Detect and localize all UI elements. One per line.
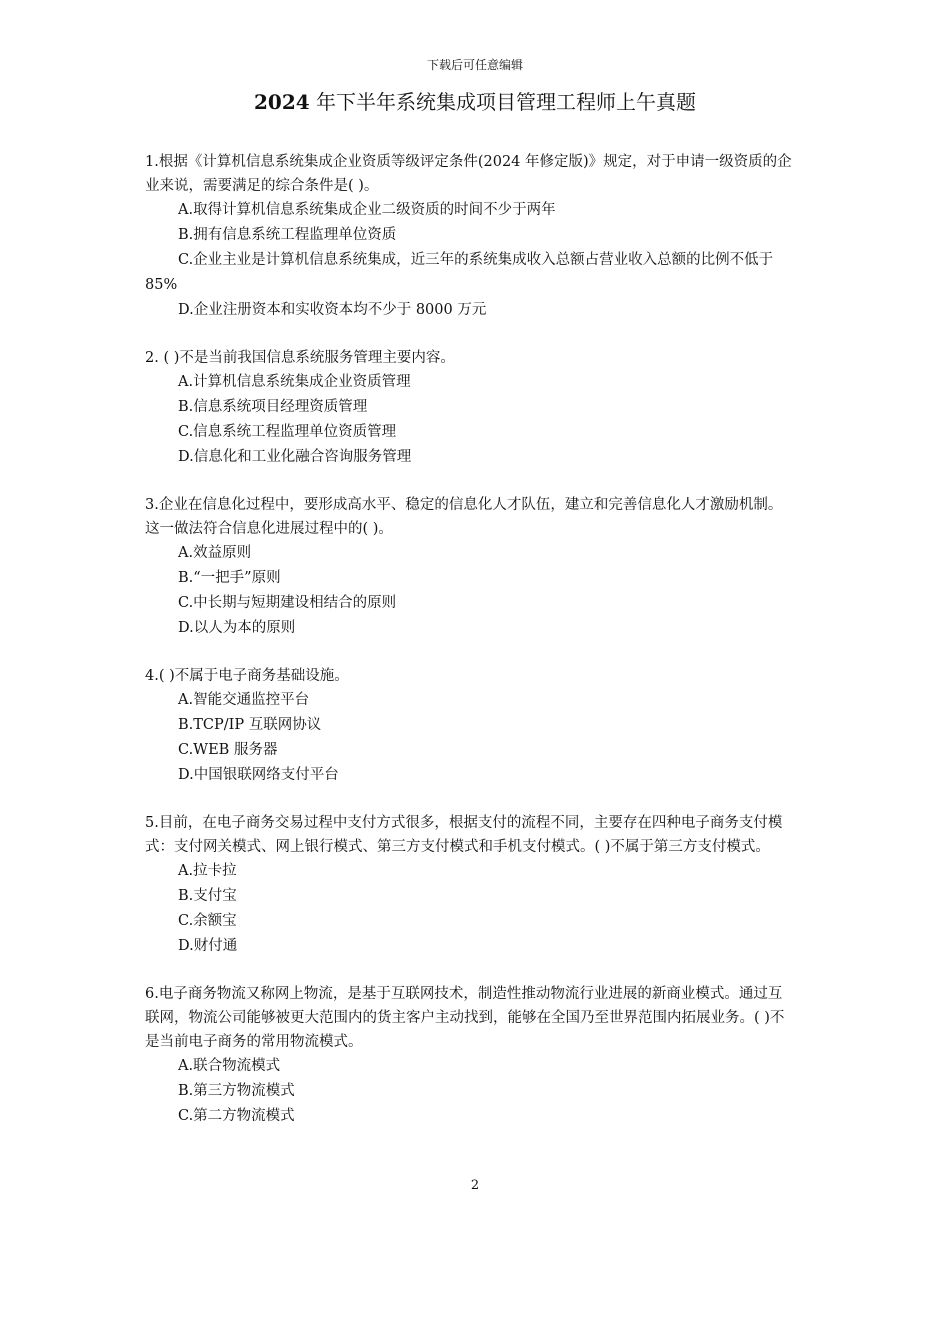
option-b: B.TCP/IP 互联网协议: [178, 717, 322, 733]
question-stem: 6.电子商务物流又称网上物流，是基于互联网技术，制造性推动物流行业进展的新商业模式。通过互联网，物流公司能够被更大范围内的货主客户主动找到，能够在全国乃至世界范围内拓展业务。( )不是当前电子商务的常用物流模式。: [145, 986, 785, 1050]
question-stem: 5.目前，在电子商务交易过程中支付方式很多，根据支付的流程不同，主要存在四种电子商务支付模式：支付网关模式、网上银行模式、第三方支付模式和手机支付模式。( )不属于第三方支付模式。: [145, 815, 783, 855]
option-d: D.财付通: [178, 938, 238, 954]
option-b: B.信息系统项目经理资质管理: [178, 399, 368, 415]
option-c: C.企业主业是计算机信息系统集成，近三年的系统集成收入总额占营业收入总额的比例不低于 85%: [145, 252, 774, 293]
question-6: [145, 982, 795, 1129]
question-stem: 3.企业在信息化过程中，要形成高水平、稳定的信息化人才队伍，建立和完善信息化人才激励机制。这一做法符合信息化进展过程中的( )。: [145, 497, 783, 537]
option-a: A.取得计算机信息系统集成企业二级资质的时间不少于两年: [178, 202, 556, 218]
option-a: A.智能交通监控平台: [178, 692, 310, 708]
question-1: [145, 150, 795, 323]
document-title: [0, 88, 950, 116]
option-c: C.中长期与短期建设相结合的原则: [178, 595, 397, 611]
question-stem: 2. ( )不是当前我国信息系统服务管理主要内容。: [145, 350, 455, 366]
option-c: C.余额宝: [178, 913, 237, 929]
option-b: B.拥有信息系统工程监理单位资质: [178, 227, 397, 243]
option-b: B.支付宝: [178, 888, 237, 904]
question-3: [145, 493, 795, 641]
title-text: 年下半年系统集成项目管理工程师上午真题: [309, 90, 697, 114]
option-a: A.计算机信息系统集成企业资质管理: [178, 374, 411, 390]
option-c: C.信息系统工程监理单位资质管理: [178, 424, 397, 440]
option-b: B.第三方物流模式: [178, 1083, 295, 1099]
question-2: [145, 346, 795, 470]
option-d: D.信息化和工业化融合咨询服务管理: [178, 449, 412, 465]
option-d: D.企业注册资本和实收资本均不少于 8000 万元: [178, 302, 487, 318]
option-b: B.“一把手”原则: [178, 570, 281, 586]
page-number: 2: [470, 1178, 480, 1193]
option-c: C.WEB 服务器: [178, 742, 278, 758]
question-4: [145, 664, 795, 788]
option-d: D.以人为本的原则: [178, 620, 296, 636]
header-note: 下载后可任意编辑: [426, 58, 523, 72]
option-a: A.拉卡拉: [178, 863, 237, 879]
title-year: 2024: [253, 90, 310, 114]
question-list: [145, 150, 795, 1152]
option-c: C.第二方物流模式: [178, 1108, 295, 1124]
question-stem: 4.( )不属于电子商务基础设施。: [145, 668, 349, 684]
option-a: A.效益原则: [178, 545, 252, 561]
question-stem: 1.根据《计算机信息系统集成企业资质等级评定条件(2024 年修定版)》规定，对于申请一级资质的企业来说，需要满足的综合条件是( )。: [145, 154, 792, 194]
option-d: D.中国银联网络支付平台: [178, 767, 339, 783]
option-a: A.联合物流模式: [178, 1058, 281, 1074]
question-5: [145, 811, 795, 959]
